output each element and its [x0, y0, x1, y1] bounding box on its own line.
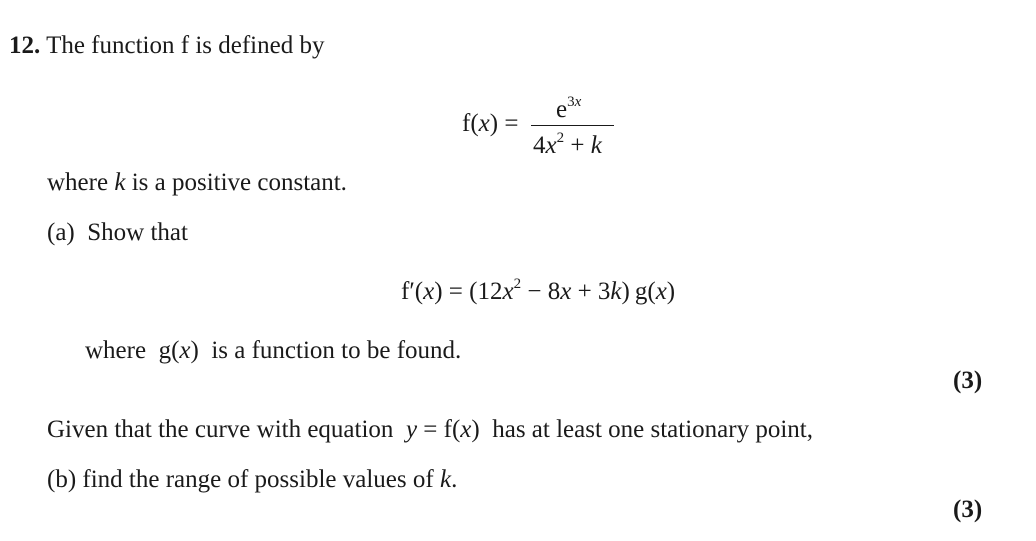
- condition-text: where k is a positive constant.: [47, 169, 347, 196]
- fraction-bar: [531, 125, 614, 126]
- definition-lhs: f(x) =: [462, 110, 519, 137]
- definition-denominator: $4x^2 + k$: [533, 130, 602, 159]
- part-b-label: (b): [47, 466, 77, 493]
- question-intro: The function f is defined by: [46, 32, 325, 59]
- question-number: 12.: [9, 32, 41, 59]
- part-a-label: (a): [47, 219, 75, 246]
- part-b-prompt: [47, 467, 457, 492]
- part-a-followup: where g(x) is a function to be found.: [85, 337, 462, 364]
- part-b-marks: (3): [953, 496, 983, 523]
- question-header: [9, 33, 324, 58]
- part-a-marks: (3): [953, 367, 983, 394]
- part-b-text: find the range of possible values of k.: [82, 466, 458, 493]
- part-a-text: Show that: [87, 219, 188, 246]
- part-a-prompt: [47, 220, 188, 245]
- definition-numerator: $e^{3x}$: [556, 94, 582, 123]
- part-a-equation: $f'(x) = (12x^2 - 8x + 3k)$ g(x): [401, 276, 676, 305]
- given-statement: Given that the curve with equation y = f(x) has at least one stationary point,: [47, 416, 813, 443]
